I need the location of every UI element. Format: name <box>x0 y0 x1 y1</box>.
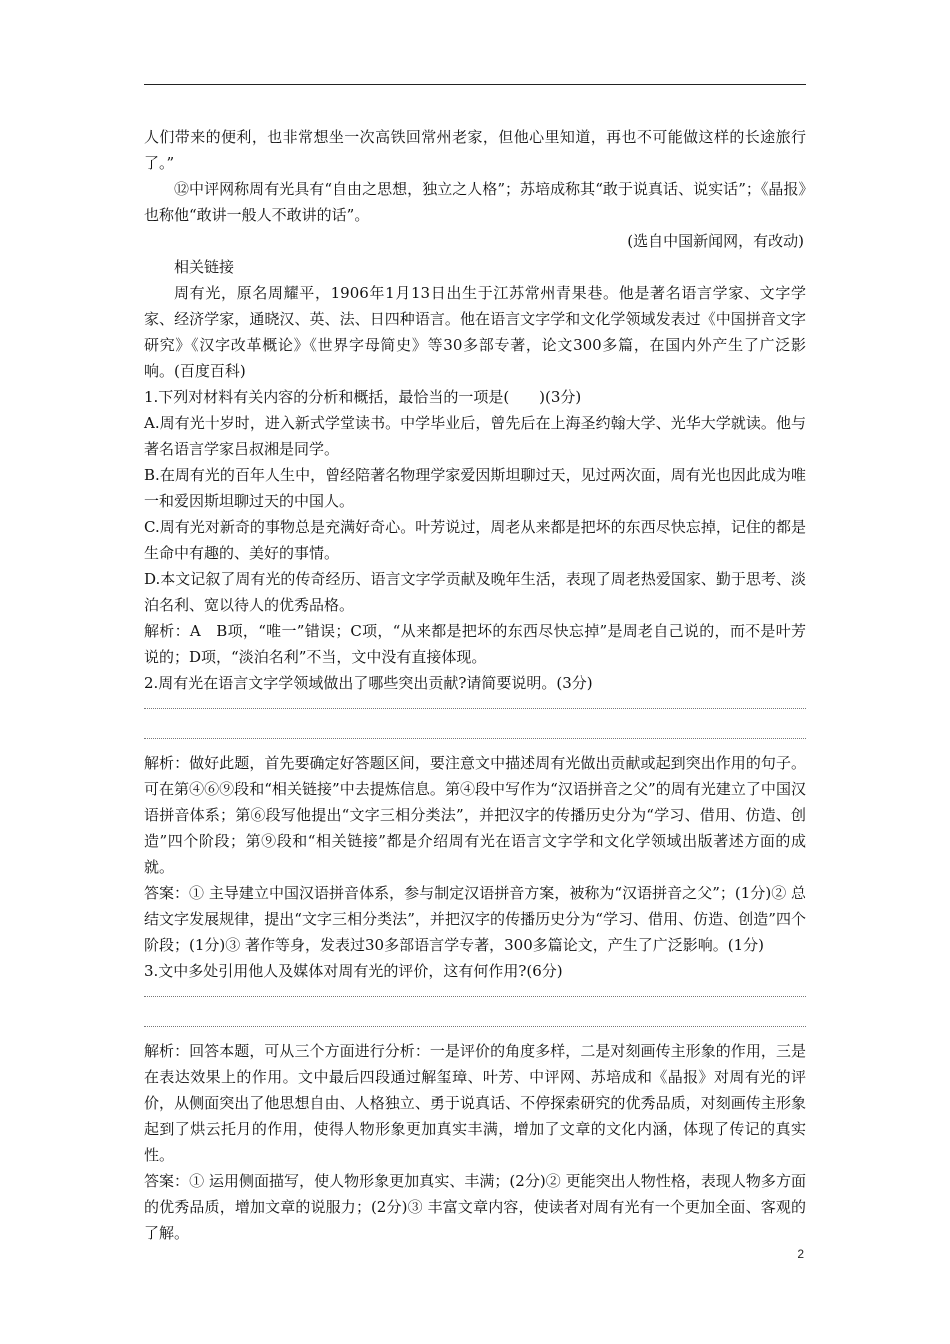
header-rule <box>144 84 806 85</box>
article-source: (选自中国新闻网，有改动) <box>627 232 804 250</box>
question-1-option-c: C.周有光对新奇的事物总是充满好奇心。叶芳说过，周老从来都是把坏的东西尽快忘掉，记住的都是生命中有趣的、美好的事情。 <box>144 518 806 562</box>
page-number: 2 <box>797 1247 804 1261</box>
answer-line <box>144 1026 806 1027</box>
article-paragraph-continued: 人们带来的便利，也非常想坐一次高铁回常州老家，但他心里知道，再也不可能做这样的长途旅行了。” <box>144 128 806 172</box>
question-3-answer-lines <box>144 984 806 1038</box>
question-2-analysis: 解析：做好此题，首先要确定好答题区间，要注意文中描述周有光做出贡献或起到突出作用的句子。可在第④⑥⑨段和“相关链接”中去提炼信息。第④段中写作为“汉语拼音之父”的周有光建立了中国汉语拼音体系；第⑥段写他提出“文字三相分类法”，并把汉字的传播历史分为“学习、借用、仿造、创造”四个阶段；第⑨段和“相关链接”都是介绍周有光在语言文字学和文化学领域出版著述方面的成就。 <box>144 754 806 876</box>
question-1-option-b: B.在周有光的百年人生中，曾经陪著名物理学家爱因斯坦聊过天，见过两次面，周有光也因此成为唯一和爱因斯坦聊过天的中国人。 <box>144 466 806 510</box>
related-links-heading: 相关链接 <box>174 258 235 276</box>
question-3-answer: 答案：① 运用侧面描写，使人物形象更加真实、丰满；(2分)② 更能突出人物性格，表现人物多方面的优秀品质，增加文章的说服力；(2分)③ 丰富文章内容，使读者对周有光有一个更加全面、客观的了解。 <box>144 1172 806 1242</box>
question-2-answer-lines <box>144 696 806 750</box>
related-links-text: 周有光，原名周耀平，1906年1月13日出生于江苏常州青果巷。他是著名语言学家、文字学家、经济学家，通晓汉、英、法、日四种语言。他在语言文字学和文化学领域发表过《中国拼音文字研究》《汉字改革概论》《世界字母简史》等30多部专著，论文300多篇，在国内外产生了广泛影响。(百度百科) <box>144 284 806 380</box>
answer-line <box>144 738 806 739</box>
answer-line <box>144 996 806 997</box>
question-3-analysis: 解析：回答本题，可从三个方面进行分析：一是评价的角度多样，二是对刻画传主形象的作用，三是在表达效果上的作用。文中最后四段通过解玺璋、叶芳、中评网、苏培成和《晶报》对周有光的评价，从侧面突出了他思想自由、人格独立、勇于说真话、不停探索研究的优秀品质，对刻画传主形象起到了烘云托月的作用，使得人物形象更加真实丰满，增加了文章的文化内涵，体现了传记的真实性。 <box>144 1042 806 1164</box>
question-1-option-d: D.本文记叙了周有光的传奇经历、语言文字学贡献及晚年生活，表现了周老热爱国家、勤于思考、淡泊名利、宽以待人的优秀品格。 <box>144 570 806 614</box>
question-2-answer: 答案：① 主导建立中国汉语拼音体系，参与制定汉语拼音方案，被称为“汉语拼音之父”；(1分)② 总结文字发展规律，提出“文字三相分类法”，并把汉字的传播历史分为“学习、借用、仿造、创造”四个阶段；(1分)③ 著作等身，发表过30多部语言学专著，300多篇论文，产生了广泛影响。(1分) <box>144 884 806 954</box>
question-1-option-a: A.周有光十岁时，进入新式学堂读书。中学毕业后，曾先后在上海圣约翰大学、光华大学就读。他与著名语言学家吕叔湘是同学。 <box>144 414 806 458</box>
question-2-stem: 2.周有光在语言文字学领域做出了哪些突出贡献?请简要说明。(3分) <box>144 674 593 692</box>
document-body <box>144 124 806 1246</box>
question-1-analysis: 解析：A B项，“唯一”错误；C项，“从来都是把坏的东西尽快忘掉”是周老自己说的，而不是叶芳说的；D项，“淡泊名利”不当，文中没有直接体现。 <box>144 622 806 666</box>
article-paragraph-12: ⑫中评网称周有光具有“自由之思想，独立之人格”；苏培成称其“敢于说真话、说实话”；《晶报》也称他“敢讲一般人不敢讲的话”。 <box>144 180 806 224</box>
question-3-stem: 3.文中多处引用他人及媒体对周有光的评价，这有何作用?(6分) <box>144 962 563 980</box>
question-1-stem: 1.下列对材料有关内容的分析和概括，最恰当的一项是( )(3分) <box>144 388 582 406</box>
answer-line <box>144 708 806 709</box>
